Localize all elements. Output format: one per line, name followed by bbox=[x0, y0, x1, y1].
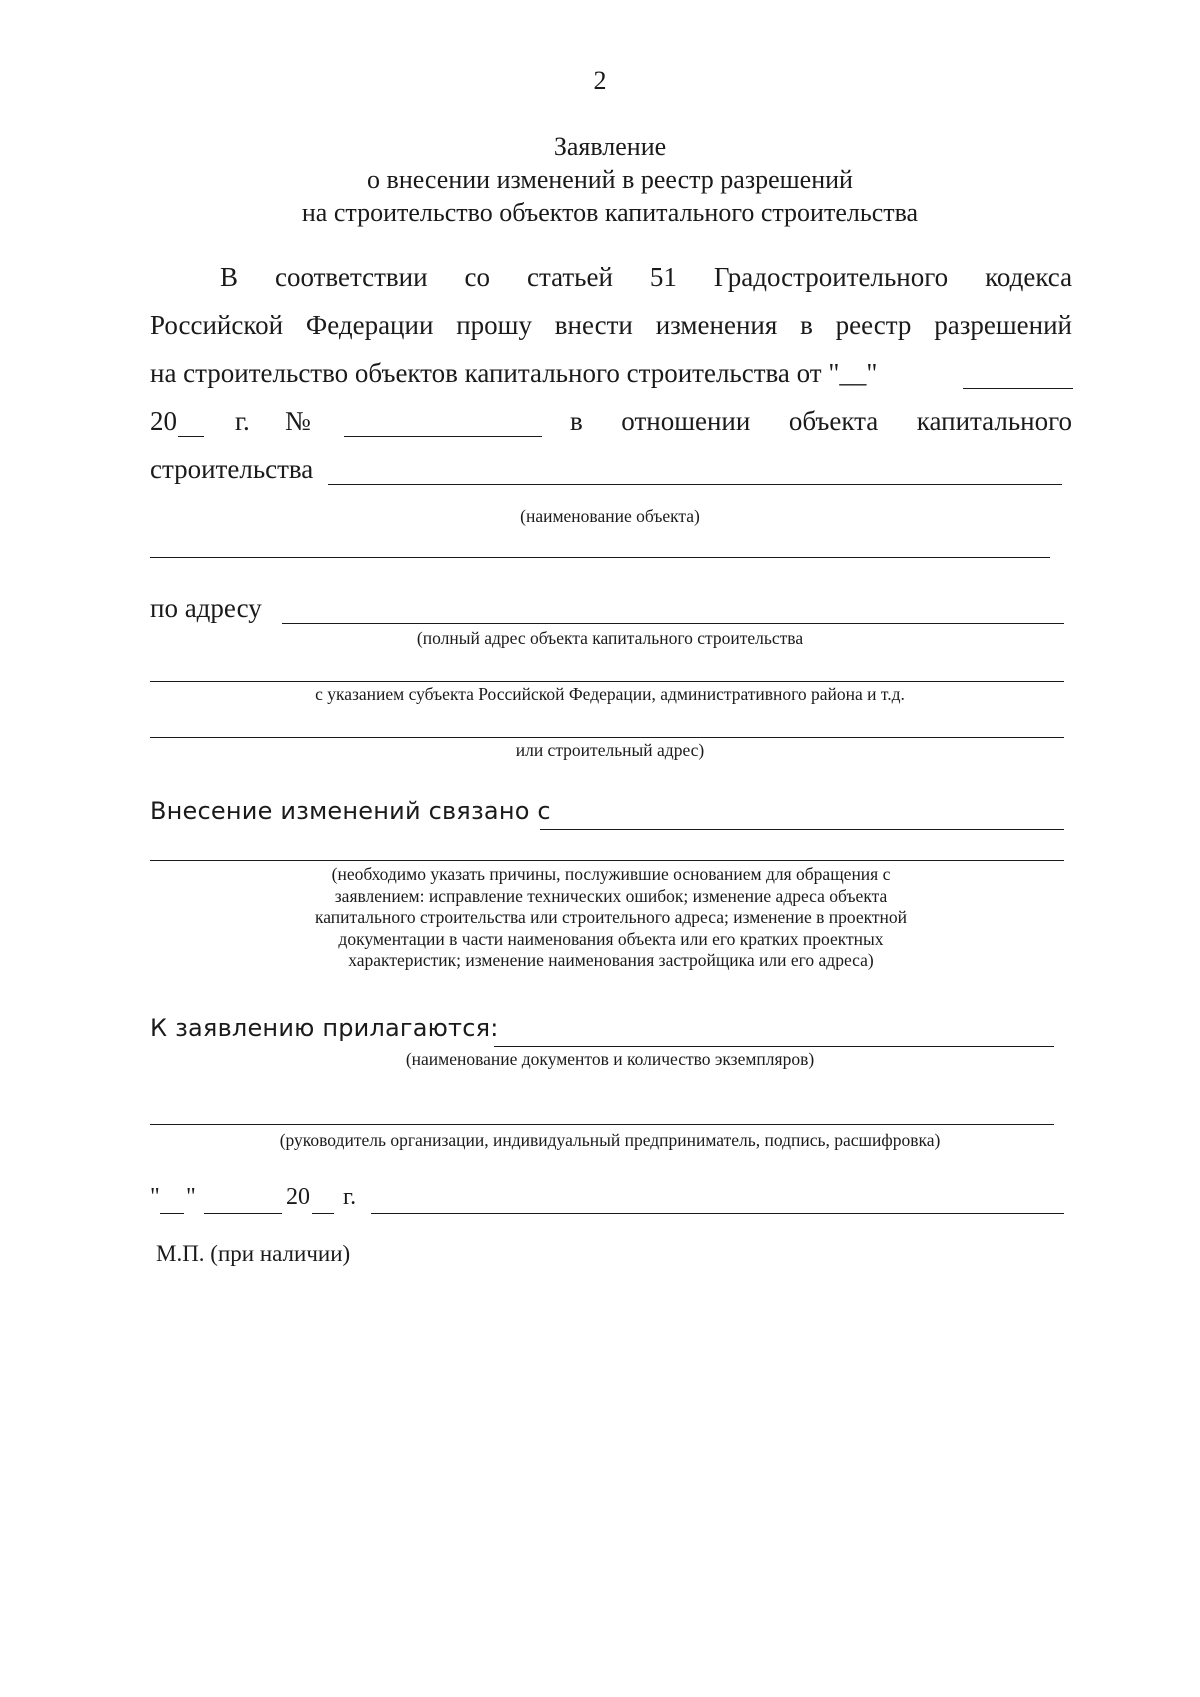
intro-line-2: Российской Федерации прошу внести изменения в реестр разрешений bbox=[150, 310, 1072, 340]
year-suffix: г. bbox=[235, 406, 250, 436]
caption-reasons-line: характеристик; изменение наименования застройщика или его адреса) bbox=[348, 950, 874, 971]
caption-reasons-line: капитального строительства или строительного адреса; изменение в проектной bbox=[314, 907, 907, 928]
caption-attachments: (наименование документов и количество экземпляров) bbox=[405, 1049, 815, 1069]
date-year-prefix: 20 bbox=[286, 1184, 310, 1210]
caption-signatory: (руководитель организации, индивидуальный предприниматель, подпись, расшифровка) bbox=[279, 1130, 941, 1150]
caption-address-2: с указанием субъекта Российской Федерации, административного района и т.д. bbox=[315, 684, 905, 704]
date-quote-open: " bbox=[150, 1184, 160, 1210]
permit-number-blank[interactable] bbox=[344, 436, 542, 437]
intro-line-4-tail: в отношении объекта капитального bbox=[570, 406, 1073, 436]
intro-line-5: строительства bbox=[150, 454, 314, 484]
address-label: по адресу bbox=[150, 593, 262, 623]
stamp-note: М.П. (при наличии) bbox=[156, 1241, 351, 1266]
address-blank-2[interactable] bbox=[150, 681, 1064, 682]
attachments-label: К заявлению прилагаются: bbox=[150, 1014, 499, 1042]
number-sign: № bbox=[285, 406, 311, 436]
intro-line-1: В соответствии со статьей 51 Градостроительного кодекса bbox=[220, 262, 1073, 292]
date-day-blank[interactable] bbox=[160, 1213, 184, 1214]
caption-object-name: (наименование объекта) bbox=[520, 506, 700, 526]
page-number: 2 bbox=[593, 66, 607, 95]
object-name-blank[interactable] bbox=[328, 484, 1062, 485]
year-prefix: 20 bbox=[150, 406, 177, 436]
year-blank[interactable] bbox=[178, 436, 204, 437]
intro-line-3: на строительство объектов капитального строительства от "__" bbox=[150, 358, 878, 388]
caption-reasons bbox=[200, 864, 1022, 972]
caption-reasons-line: (необходимо указать причины, послужившие основанием для обращения с bbox=[331, 864, 891, 884]
document-subtitle-1: о внесении изменений в реестр разрешений bbox=[367, 165, 853, 194]
date-year-suffix: г. bbox=[343, 1184, 357, 1210]
document-subtitle-2: на строительство объектов капитального строительства bbox=[301, 198, 919, 227]
changes-reason-blank[interactable] bbox=[540, 829, 1064, 830]
caption-address-1: (полный адрес объекта капитального строительства bbox=[416, 628, 804, 648]
address-blank-3[interactable] bbox=[150, 737, 1064, 738]
date-month-blank[interactable] bbox=[204, 1213, 282, 1214]
caption-reasons-line: заявлением: исправление технических ошибок; изменение адреса объекта bbox=[334, 885, 888, 906]
date-signature-blank[interactable] bbox=[371, 1213, 1064, 1214]
changes-label: Внесение изменений связано с bbox=[150, 797, 551, 825]
date-year-blank[interactable] bbox=[312, 1213, 334, 1214]
address-blank[interactable] bbox=[282, 623, 1064, 624]
document-title: Заявление bbox=[553, 132, 667, 161]
caption-reasons-line: документации в части наименования объекта или его кратких проектных bbox=[338, 928, 884, 949]
caption-address-3: или строительный адрес) bbox=[515, 740, 705, 760]
object-name-blank-2[interactable] bbox=[150, 557, 1050, 558]
changes-reason-blank-2[interactable] bbox=[150, 860, 1064, 861]
attachments-blank[interactable] bbox=[494, 1046, 1054, 1047]
month-blank[interactable] bbox=[963, 388, 1073, 389]
date-quote-close: " bbox=[186, 1184, 196, 1210]
signatory-blank[interactable] bbox=[150, 1124, 1054, 1125]
